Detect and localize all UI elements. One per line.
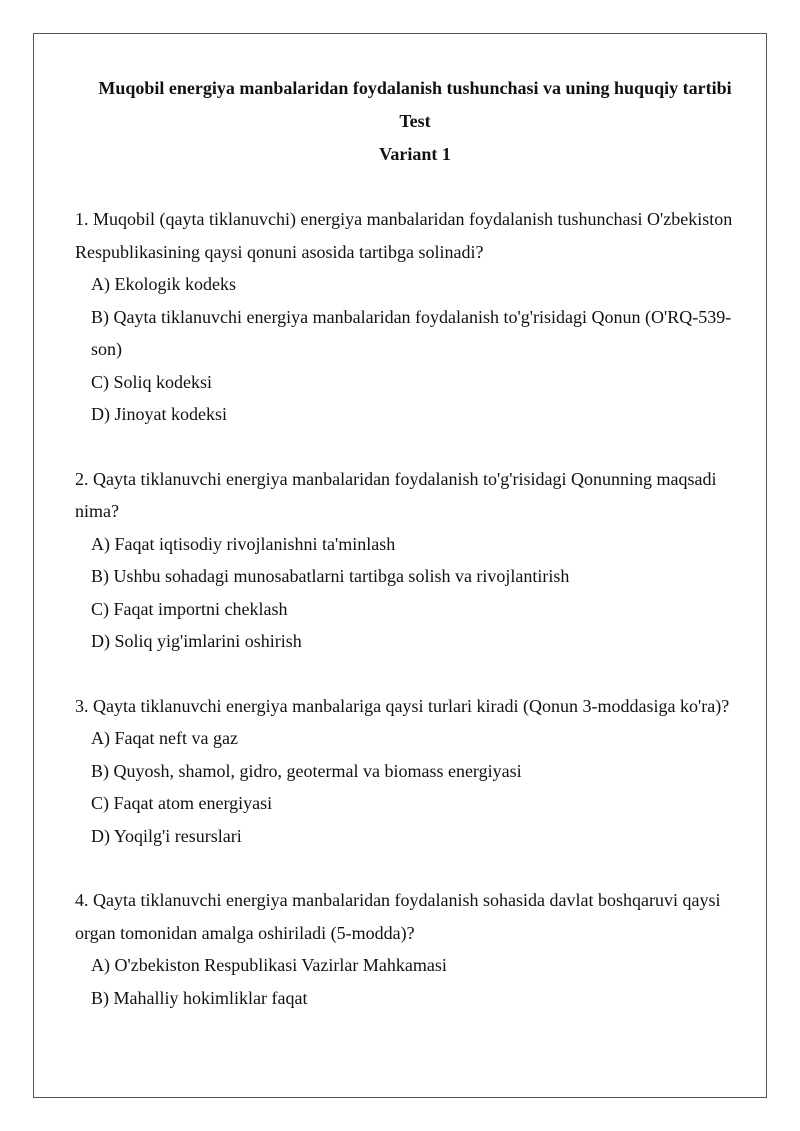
answer-option-b: B) Mahalliy hokimliklar faqat xyxy=(91,987,308,1008)
question-4 xyxy=(75,884,755,1014)
answer-option-c: C) Faqat importni cheklash xyxy=(91,598,288,619)
question-text: 3. Qayta tiklanuvchi energiya manbalariga qaysi turlari kiradi (Qonun 3-moddasiga ko'ra)? xyxy=(75,695,730,716)
answer-option-c: C) Faqat atom energiyasi xyxy=(91,793,273,813)
document-header xyxy=(75,72,755,171)
variant-label: Variant 1 xyxy=(379,144,451,164)
answer-option-a: A) Faqat iqtisodiy rivojlanishni ta'minlash xyxy=(91,533,396,554)
answer-option-a: A) Faqat neft va gaz xyxy=(91,728,238,748)
document-body xyxy=(75,72,755,1014)
answer-option-d: D) Jinoyat kodeksi xyxy=(91,404,227,424)
question-text: 2. Qayta tiklanuvchi energiya manbalaridan foydalanish to'g'risidagi Qonunning maqsadi nima? xyxy=(75,468,717,521)
answer-option-d: D) Yoqilg'i resurslari xyxy=(91,825,242,846)
question-2 xyxy=(75,463,755,658)
answer-option-a: A) O'zbekiston Respublikasi Vazirlar Mahkamasi xyxy=(91,955,447,975)
document-title: Muqobil energiya manbalaridan foydalanish tushunchasi va uning huquqiy tartibi xyxy=(98,78,732,98)
document-subtitle: Test xyxy=(399,111,431,131)
question-1 xyxy=(75,203,755,431)
answer-option-c: C) Soliq kodeksi xyxy=(91,371,213,392)
answer-option-b: B) Quyosh, shamol, gidro, geotermal va biomass energiyasi xyxy=(91,760,522,781)
question-3 xyxy=(75,690,755,853)
question-text: 1. Muqobil (qayta tiklanuvchi) energiya manbalaridan foydalanish tushunchasi O'zbekiston Respublikasining qaysi qonuni asosida tartibga solinadi? xyxy=(75,209,733,262)
answer-option-d: D) Soliq yig'imlarini oshirish xyxy=(91,631,302,651)
question-text: 4. Qayta tiklanuvchi energiya manbalaridan foydalanish sohasida davlat boshqaruvi qaysi organ tomonidan amalga oshiriladi (5-modda)? xyxy=(75,890,721,943)
answer-option-b: B) Ushbu sohadagi munosabatlarni tartibga solish va rivojlantirish xyxy=(91,566,570,586)
answer-option-a: A) Ekologik kodeks xyxy=(91,274,236,294)
answer-option-b: B) Qayta tiklanuvchi energiya manbalaridan foydalanish to'g'risidagi Qonun (O'RQ-539-son) xyxy=(91,306,732,359)
